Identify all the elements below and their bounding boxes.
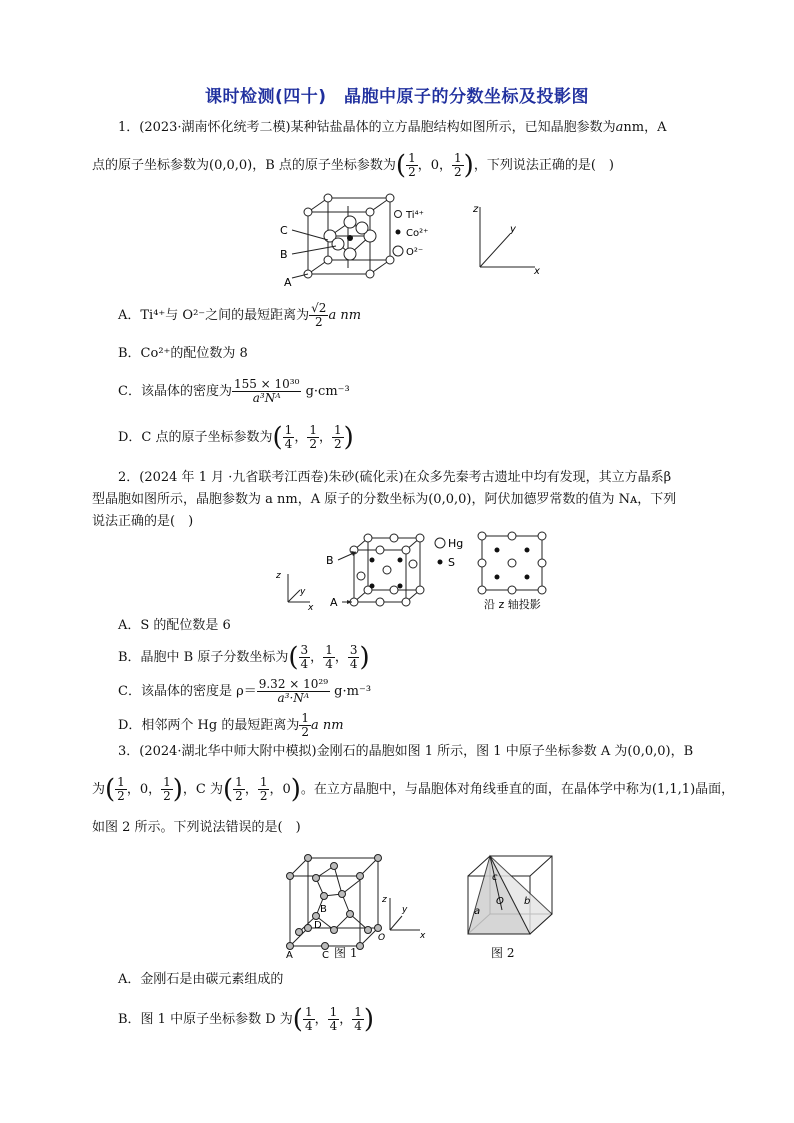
- fig1-label-d: D: [314, 920, 322, 931]
- fig2-label-b: b: [524, 896, 531, 907]
- axis-y: y: [510, 224, 516, 235]
- legend-hg: Hg: [448, 537, 464, 550]
- q1-option-a[interactable]: A．Ti⁴⁺与 O²⁻之间的最短距离为 $\frac{√2}{2}$ a nm: [118, 301, 362, 329]
- fig1-caption: 图 1: [334, 946, 358, 960]
- axis-x: x: [534, 266, 540, 277]
- q3-stem-line1: 3．(2024·湖北华中师大附中模拟)金刚石的晶胞如图 1 所示，图 1 中原子坐标参数 A 为(0,0,0)，B: [118, 744, 694, 759]
- q2-label-b: B: [326, 554, 334, 567]
- legend-o: O²⁻: [406, 247, 424, 258]
- fig2-label-c: c: [492, 872, 498, 883]
- q2-option-b[interactable]: B．晶胞中 B 原子分数坐标为( $\frac{3}{4}$ ， $\frac{1}{4}$ ， $\frac{3}{4}$ ): [118, 642, 370, 673]
- q2-option-d[interactable]: D．相邻两个 Hg 的最短距离为 $\frac{1}{2}$ a nm: [118, 711, 344, 739]
- co-ion-marker: [347, 235, 353, 241]
- q2-stem-line3: 说法正确的是( ): [92, 514, 194, 529]
- q3-figure-1: [280, 850, 440, 960]
- q2-option-a[interactable]: A．S 的配位数是 6: [118, 618, 231, 633]
- q1-stem-line2: 点的原子坐标参数为(0,0,0)，B 点的原子坐标参数为( $\frac{1}{2}$ ，0， $\frac{1}{2}$ )，下列说法正确的是( ): [92, 150, 614, 181]
- q2-option-c[interactable]: C．该晶体的密度是 ρ＝ $\frac{\text{9.32 × 10²⁹}}{\text{a³·Nᴬ}}$ g·m⁻³: [118, 677, 372, 705]
- q3-option-a[interactable]: A．金刚石是由碳元素组成的: [118, 972, 284, 987]
- axis-z: z: [473, 204, 479, 215]
- q2-axis-z: z: [276, 571, 281, 581]
- legend-co: Co²⁺: [406, 228, 429, 239]
- legend-s: S: [448, 556, 455, 569]
- fig1-label-c: C: [322, 950, 329, 960]
- projection-caption: 沿 z 轴投影: [484, 598, 541, 611]
- fig1-axis-z: z: [382, 895, 387, 905]
- fig2-label-o: O: [496, 896, 504, 907]
- q3-figure-2: [462, 852, 572, 938]
- q2-label-a: A: [330, 596, 338, 609]
- label-c: C: [280, 224, 288, 237]
- fig1-axis-x: x: [420, 931, 426, 941]
- q2-axis-y: y: [300, 587, 306, 597]
- label-b: B: [280, 248, 288, 261]
- fig2-label-a: a: [474, 906, 481, 917]
- q1-option-d[interactable]: D．C 点的原子坐标参数为( $\frac{1}{4}$ ， $\frac{1}{2}$ ， $\frac{1}{2}$ ): [118, 422, 354, 453]
- fig1-origin: O: [378, 933, 386, 943]
- label-a: A: [284, 276, 292, 289]
- q2-crystal-figure: [272, 530, 562, 612]
- q1-crystal-figure: [270, 192, 560, 292]
- q2-stem-line2: 型晶胞如图所示，晶胞参数为 a nm，A 原子的分数坐标为(0,0,0)，阿伏加德罗常数的值为 Nᴀ，下列: [92, 492, 677, 507]
- fig1-label-a: A: [286, 950, 293, 960]
- fig1-label-b: B: [320, 904, 327, 915]
- page-title: 课时检测(四十) 晶胞中原子的分数坐标及投影图: [204, 87, 590, 107]
- q3-stem-line2: 为( $\frac{1}{2}$ ，0， $\frac{1}{2}$ )，C 为( $\frac{1}{2}$ ， $\frac{1}{2}$ ，0)。在立方晶胞中，与晶胞体对角线垂直的面，在晶体学中称为(1,1,1)晶面，: [92, 774, 735, 805]
- q1-option-c[interactable]: C．该晶体的密度为 $\frac{\text{155 × 10³⁰}}{\text{a³Nᴬ}}$ g·cm⁻³: [118, 377, 350, 405]
- fig2-caption: 图 2: [491, 946, 515, 960]
- q1-option-b[interactable]: B．Co²⁺的配位数为 8: [118, 346, 248, 361]
- q1-stem-line1: 1．(2023·湖南怀化统考二模)某种钴盐晶体的立方晶胞结构如图所示，已知晶胞参数为anm，A: [118, 120, 667, 135]
- q3-option-b[interactable]: B．图 1 中原子坐标参数 D 为( $\frac{1}{4}$ ， $\frac{1}{4}$ ， $\frac{1}{4}$ ): [118, 1004, 375, 1035]
- q2-stem-line1: 2．(2024 年 1 月 ·九省联考江西卷)朱砂(硫化汞)在众多先秦考古遗址中均有发现，其立方晶系β: [118, 470, 672, 485]
- fig1-axis-y: y: [402, 905, 408, 915]
- q2-axis-x: x: [308, 603, 314, 612]
- legend-ti: Ti⁴⁺: [406, 210, 424, 221]
- q3-stem-line3: 如图 2 所示。下列说法错误的是( ): [92, 820, 301, 835]
